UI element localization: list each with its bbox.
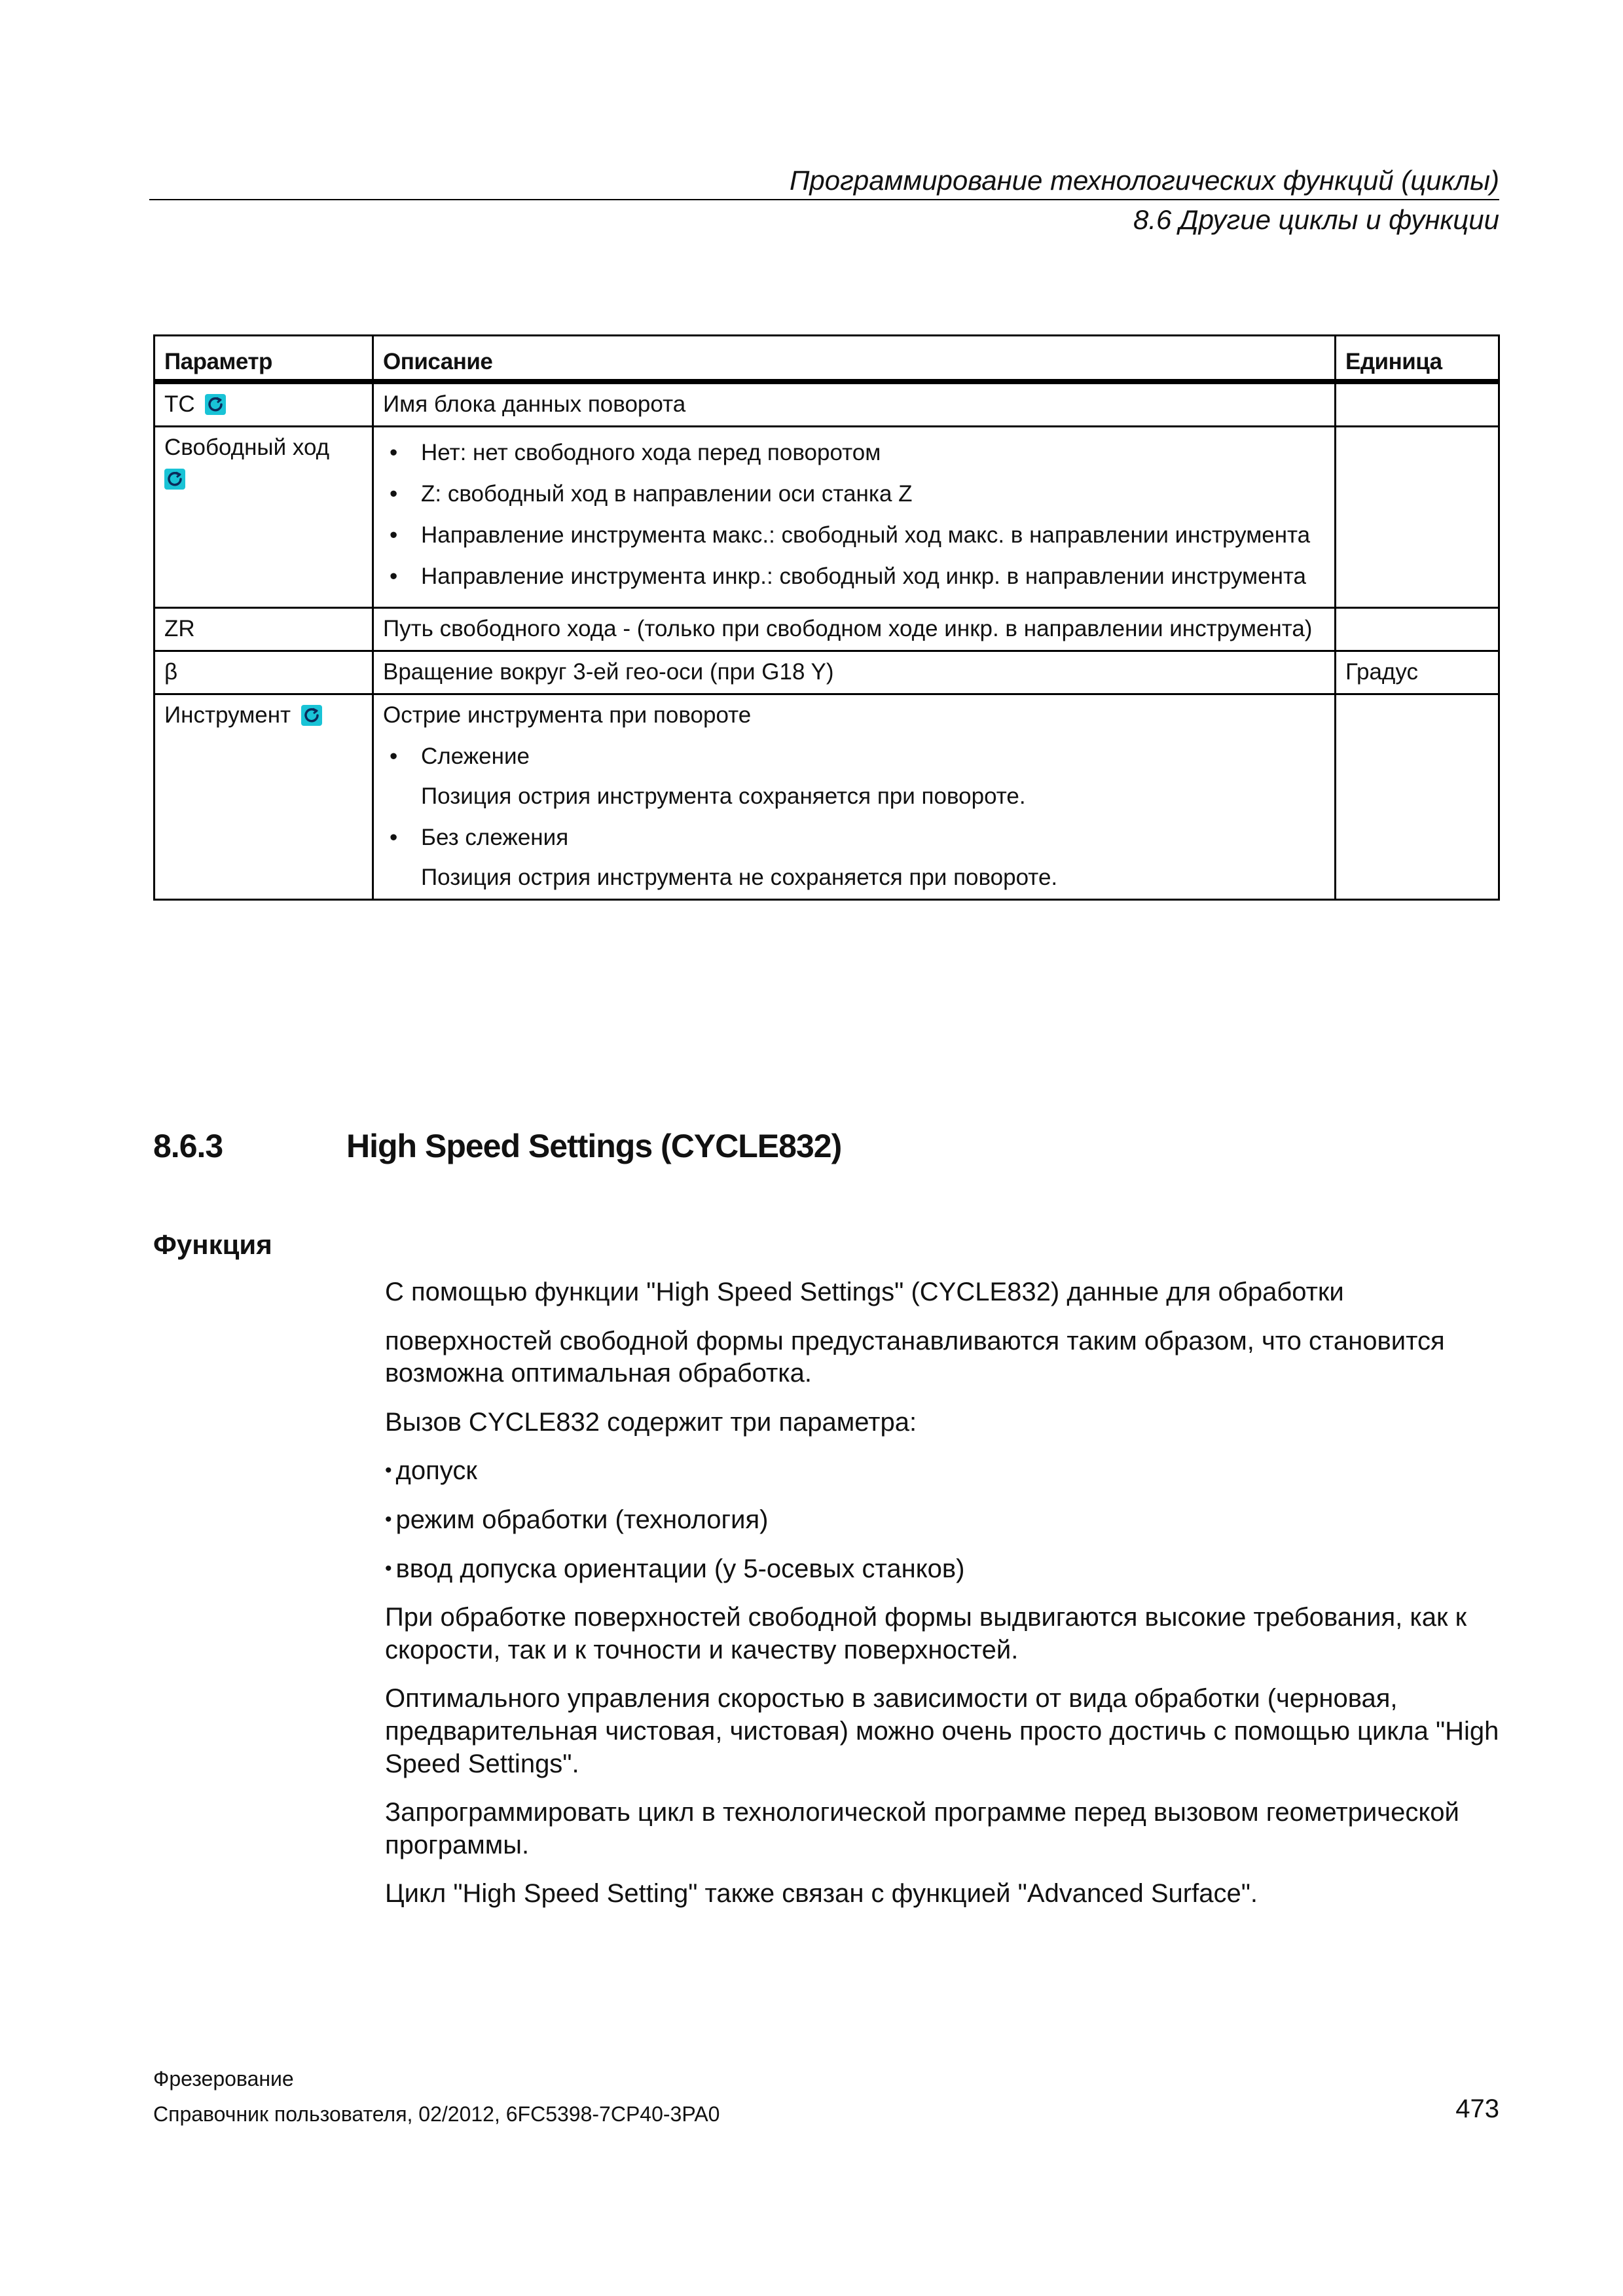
description-cell: Вращение вокруг 3-ей гео-оси (при G18 Y) xyxy=(373,651,1336,694)
list-item: • ввод допуска ориентации (у 5-осевых станков) xyxy=(385,1554,965,1583)
running-header-chapter: Программирование технологических функций (циклы) xyxy=(789,165,1499,196)
footer-edition: Справочник пользователя, 02/2012, 6FC5398-7CP40-3PA0 xyxy=(153,2102,720,2126)
column-header-description: Описание xyxy=(373,336,1336,382)
section-number: 8.6.3 xyxy=(153,1128,223,1164)
running-header-section: 8.6 Другие циклы и функции xyxy=(1133,204,1499,235)
bullet-icon: • xyxy=(390,564,398,589)
toggle-select-icon xyxy=(301,705,322,726)
option-list xyxy=(383,821,1325,853)
param-cell xyxy=(155,651,373,694)
bullet-icon: • xyxy=(390,481,398,507)
option-list xyxy=(383,437,1325,592)
param-name: Свободный ход xyxy=(164,435,330,460)
column-header-parameter: Параметр xyxy=(155,336,373,382)
toggle-select-icon xyxy=(164,469,185,490)
description-text: Острие инструмента при повороте xyxy=(383,702,752,728)
table-row xyxy=(155,651,1499,694)
list-item: • Направление инструмента инкр.: свободный ход инкр. в направлении инструмента xyxy=(383,560,1325,592)
paragraph: Запрограммировать цикл в технологической программе перед вызовом геометрической программы. xyxy=(385,1798,1459,1859)
bullet-icon: • xyxy=(385,1508,392,1530)
section-title: High Speed Settings (CYCLE832) xyxy=(346,1128,842,1164)
paragraph: Цикл "High Speed Setting" также связан с функцией "Advanced Surface". xyxy=(385,1879,1258,1909)
list-item: • Направление инструмента макс.: свободный ход макс. в направлении инструмента xyxy=(383,519,1325,551)
table-row xyxy=(155,382,1499,427)
param-cell xyxy=(155,427,373,608)
page-number: 473 xyxy=(1455,2094,1499,2123)
description-cell xyxy=(373,694,1336,900)
sub-heading: Функция xyxy=(153,1229,272,1260)
bullet-icon: • xyxy=(385,1557,392,1579)
list-item: • допуск xyxy=(385,1456,477,1486)
table-row xyxy=(155,694,1499,900)
list-item: • режим обработки (технология) xyxy=(385,1505,769,1534)
bullet-icon: • xyxy=(390,522,398,548)
table-header-row xyxy=(155,336,1499,382)
description-cell xyxy=(373,427,1336,608)
option-detail: Позиция острия инструмента не сохраняется при повороте. xyxy=(421,865,1058,890)
section-body xyxy=(385,1276,1501,1927)
param-cell xyxy=(155,608,373,651)
table-row xyxy=(155,427,1499,608)
paragraph: Оптимального управления скоростью в зависимости от вида обработки (черновая, предварительная чистовая, чистовая) можно очень просто достичь с помощью цикла "High Speed Settings". xyxy=(385,1684,1499,1778)
table-row xyxy=(155,608,1499,651)
toggle-select-icon xyxy=(205,394,226,415)
parameter-table xyxy=(153,334,1500,901)
list-item: • Нет: нет свободного хода перед поворотом xyxy=(383,437,1325,469)
param-name: TC xyxy=(164,391,195,417)
list-item: • Без слежения xyxy=(383,821,1325,853)
paragraph: С помощью функции "High Speed Settings" (CYCLE832) данные для обработки xyxy=(385,1278,1344,1306)
description-cell: Путь свободного хода - (только при свободном ходе инкр. в направлении инструмента) xyxy=(373,608,1336,651)
unit-cell xyxy=(1336,427,1499,608)
unit-cell xyxy=(1336,382,1499,427)
bullet-icon: • xyxy=(385,1460,392,1482)
unit-cell: Градус xyxy=(1336,651,1499,694)
paragraph: При обработке поверхностей свободной формы выдвигаются высокие требования, как к скорости, так и к точности и качеству поверхностей. xyxy=(385,1603,1467,1664)
param-name: Инструмент xyxy=(164,702,291,728)
unit-cell xyxy=(1336,694,1499,900)
paragraph: Вызов CYCLE832 содержит три параметра: xyxy=(385,1407,917,1437)
bullet-icon: • xyxy=(390,440,398,465)
option-detail: Позиция острия инструмента сохраняется при повороте. xyxy=(421,783,1026,809)
column-header-unit: Единица xyxy=(1336,336,1499,382)
description-cell: Имя блока данных поворота xyxy=(373,382,1336,427)
unit-cell xyxy=(1336,608,1499,651)
param-cell xyxy=(155,694,373,900)
bullet-icon: • xyxy=(390,744,398,769)
list-item: • Слежение xyxy=(383,740,1325,772)
option-list xyxy=(383,740,1325,772)
footer-book-title: Фрезерование xyxy=(153,2067,294,2090)
bullet-icon: • xyxy=(390,825,398,850)
param-name: ZR xyxy=(164,616,195,641)
param-name: β xyxy=(164,659,178,685)
list-item: • Z: свободный ход в направлении оси станка Z xyxy=(383,478,1325,510)
param-cell xyxy=(155,382,373,427)
header-rule xyxy=(149,199,1499,200)
paragraph: поверхностей свободной формы предустанавливаются таким образом, что становится возможна оптимальная обработка. xyxy=(385,1326,1445,1388)
